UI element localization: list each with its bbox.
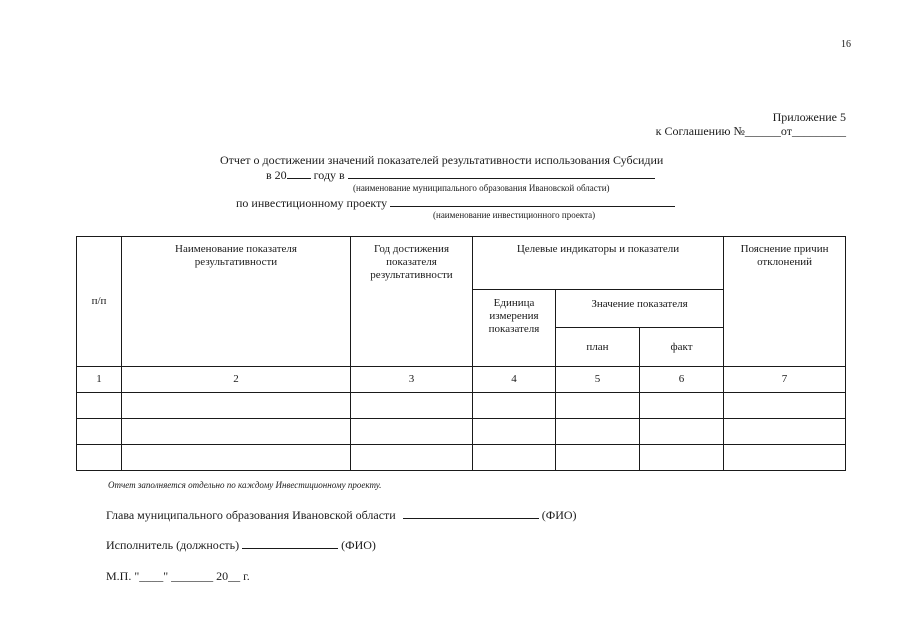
- table-row: [77, 393, 846, 419]
- table-cell[interactable]: [77, 393, 122, 419]
- executor-label: Исполнитель (должность): [106, 538, 240, 552]
- table-cell[interactable]: [724, 419, 846, 445]
- table-cell[interactable]: [724, 445, 846, 471]
- head-signature-blank[interactable]: [403, 508, 539, 519]
- table-cell[interactable]: [556, 393, 640, 419]
- page-number: 16: [841, 39, 851, 50]
- table-cell[interactable]: [556, 419, 640, 445]
- table-cell[interactable]: [640, 445, 724, 471]
- report-year-line: [266, 168, 655, 183]
- project-line: [236, 196, 675, 211]
- table-row: [77, 419, 846, 445]
- table-cell[interactable]: [77, 445, 122, 471]
- year-prefix: в 20: [266, 168, 287, 182]
- stamp-date-line: М.П. "____" _______ 20__ г.: [106, 569, 250, 583]
- table-cell[interactable]: [351, 445, 473, 471]
- column-number: 5: [556, 367, 640, 393]
- header-targets: Целевые индикаторы и показатели: [473, 237, 724, 290]
- table-cell[interactable]: [473, 393, 556, 419]
- year-middle: году в: [313, 168, 345, 182]
- column-number: 6: [640, 367, 724, 393]
- head-label: Глава муниципального образования Ивановской области: [106, 508, 396, 522]
- table-cell[interactable]: [122, 419, 351, 445]
- table-cell[interactable]: [473, 419, 556, 445]
- head-signature-line: [106, 508, 577, 523]
- head-fio: (ФИО): [541, 508, 577, 522]
- table-cell[interactable]: [473, 445, 556, 471]
- header-unit: Единица измерения показателя: [473, 290, 556, 367]
- table-cell[interactable]: [724, 393, 846, 419]
- header-num: п/п: [77, 237, 122, 367]
- table-cell[interactable]: [556, 445, 640, 471]
- column-numbers-row: [77, 367, 846, 393]
- municipality-blank: [348, 168, 655, 179]
- column-number: 1: [77, 367, 122, 393]
- column-number: 3: [351, 367, 473, 393]
- executor-fio: (ФИО): [341, 538, 376, 552]
- footnote: Отчет заполняется отдельно по каждому Инвестиционному проекту.: [108, 480, 382, 490]
- table-cell[interactable]: [122, 393, 351, 419]
- table-cell[interactable]: [77, 419, 122, 445]
- executor-signature-blank[interactable]: [242, 538, 338, 549]
- indicators-table: [76, 236, 846, 471]
- project-prefix: по инвестиционному проекту: [236, 196, 388, 210]
- report-title: Отчет о достижении значений показателей результативности использования Субсидии: [220, 153, 664, 167]
- header-indicator-name: Наименование показателя результативности: [122, 237, 351, 367]
- table-cell[interactable]: [640, 419, 724, 445]
- appendix-title: Приложение 5: [772, 110, 846, 124]
- municipality-hint: (наименование муниципального образования Ивановской области): [353, 183, 610, 193]
- year-blank: [287, 168, 311, 179]
- header-achievement-year: Год достижения показателя результативности: [351, 237, 473, 367]
- table-row: [77, 445, 846, 471]
- project-blank: [390, 196, 675, 207]
- column-number: 2: [122, 367, 351, 393]
- header-value: Значение показателя: [556, 290, 724, 328]
- project-hint: (наименование инвестиционного проекта): [433, 210, 596, 220]
- table-cell[interactable]: [351, 419, 473, 445]
- table-cell[interactable]: [122, 445, 351, 471]
- column-number: 4: [473, 367, 556, 393]
- executor-signature-line: [106, 538, 376, 553]
- header-plan: план: [556, 328, 640, 367]
- header-explanation: Пояснение причин отклонений: [724, 237, 846, 367]
- column-number: 7: [724, 367, 846, 393]
- appendix-agreement-reference: к Соглашению №______от_________: [655, 124, 846, 138]
- header-fact: факт: [640, 328, 724, 367]
- table-cell[interactable]: [351, 393, 473, 419]
- table-cell[interactable]: [640, 393, 724, 419]
